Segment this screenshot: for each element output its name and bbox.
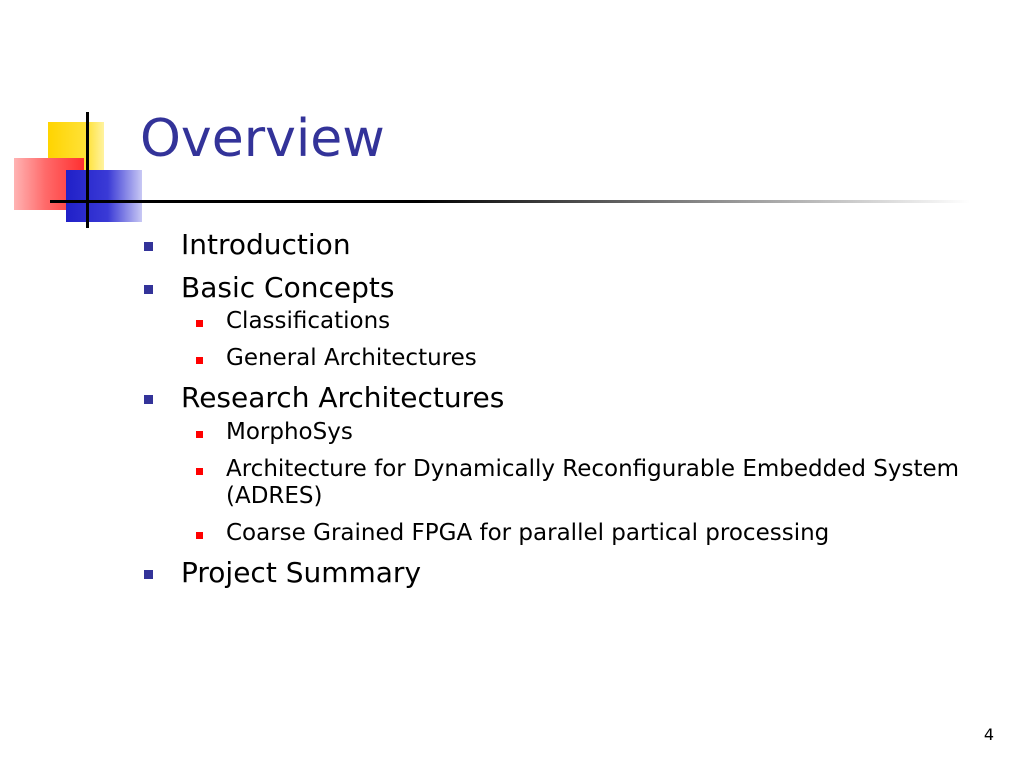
sub-item-label: Classifications bbox=[226, 308, 391, 335]
outline-item-basic-concepts bbox=[144, 271, 964, 373]
outline-item-project-summary bbox=[144, 556, 964, 590]
outline-item-label: Research Architectures bbox=[181, 381, 505, 415]
square-bullet-icon bbox=[196, 357, 203, 364]
outline-item-label: Project Summary bbox=[181, 556, 422, 590]
sub-list bbox=[181, 419, 964, 547]
square-bullet-icon bbox=[144, 395, 153, 404]
outline-item-label: Introduction bbox=[181, 228, 351, 261]
sub-item-morphosys bbox=[181, 419, 964, 447]
square-bullet-icon bbox=[144, 570, 153, 579]
sub-item-label: Architecture for Dynamically Reconfigurable Embedded System (ADRES) bbox=[226, 455, 960, 510]
square-bullet-icon bbox=[196, 431, 203, 438]
sub-item-classifications bbox=[181, 308, 964, 336]
sub-item-coarse-grained-fpga bbox=[181, 520, 964, 548]
sub-item-general-architectures bbox=[181, 345, 964, 373]
outline-item-research-architectures bbox=[144, 381, 964, 547]
outline-item-label: Basic Concepts bbox=[181, 270, 395, 304]
outline-list bbox=[144, 228, 964, 590]
square-bullet-icon bbox=[144, 285, 153, 294]
slide-title: Overview bbox=[140, 109, 385, 169]
outline-item-introduction bbox=[144, 228, 964, 262]
square-bullet-icon bbox=[196, 468, 203, 475]
decorative-vertical-line bbox=[86, 112, 89, 228]
square-bullet-icon bbox=[196, 532, 203, 539]
sub-list bbox=[181, 308, 964, 372]
sub-item-adres bbox=[181, 456, 964, 511]
square-bullet-icon bbox=[196, 320, 203, 327]
square-bullet-icon bbox=[144, 242, 153, 251]
sub-item-label: MorphoSys bbox=[226, 418, 353, 445]
sub-item-label: General Architectures bbox=[226, 344, 477, 371]
decorative-blue-block bbox=[66, 170, 142, 222]
sub-item-label: Coarse Grained FPGA for parallel partical processing bbox=[226, 519, 830, 546]
title-underline bbox=[50, 200, 970, 203]
page-number: 4 bbox=[983, 725, 994, 744]
